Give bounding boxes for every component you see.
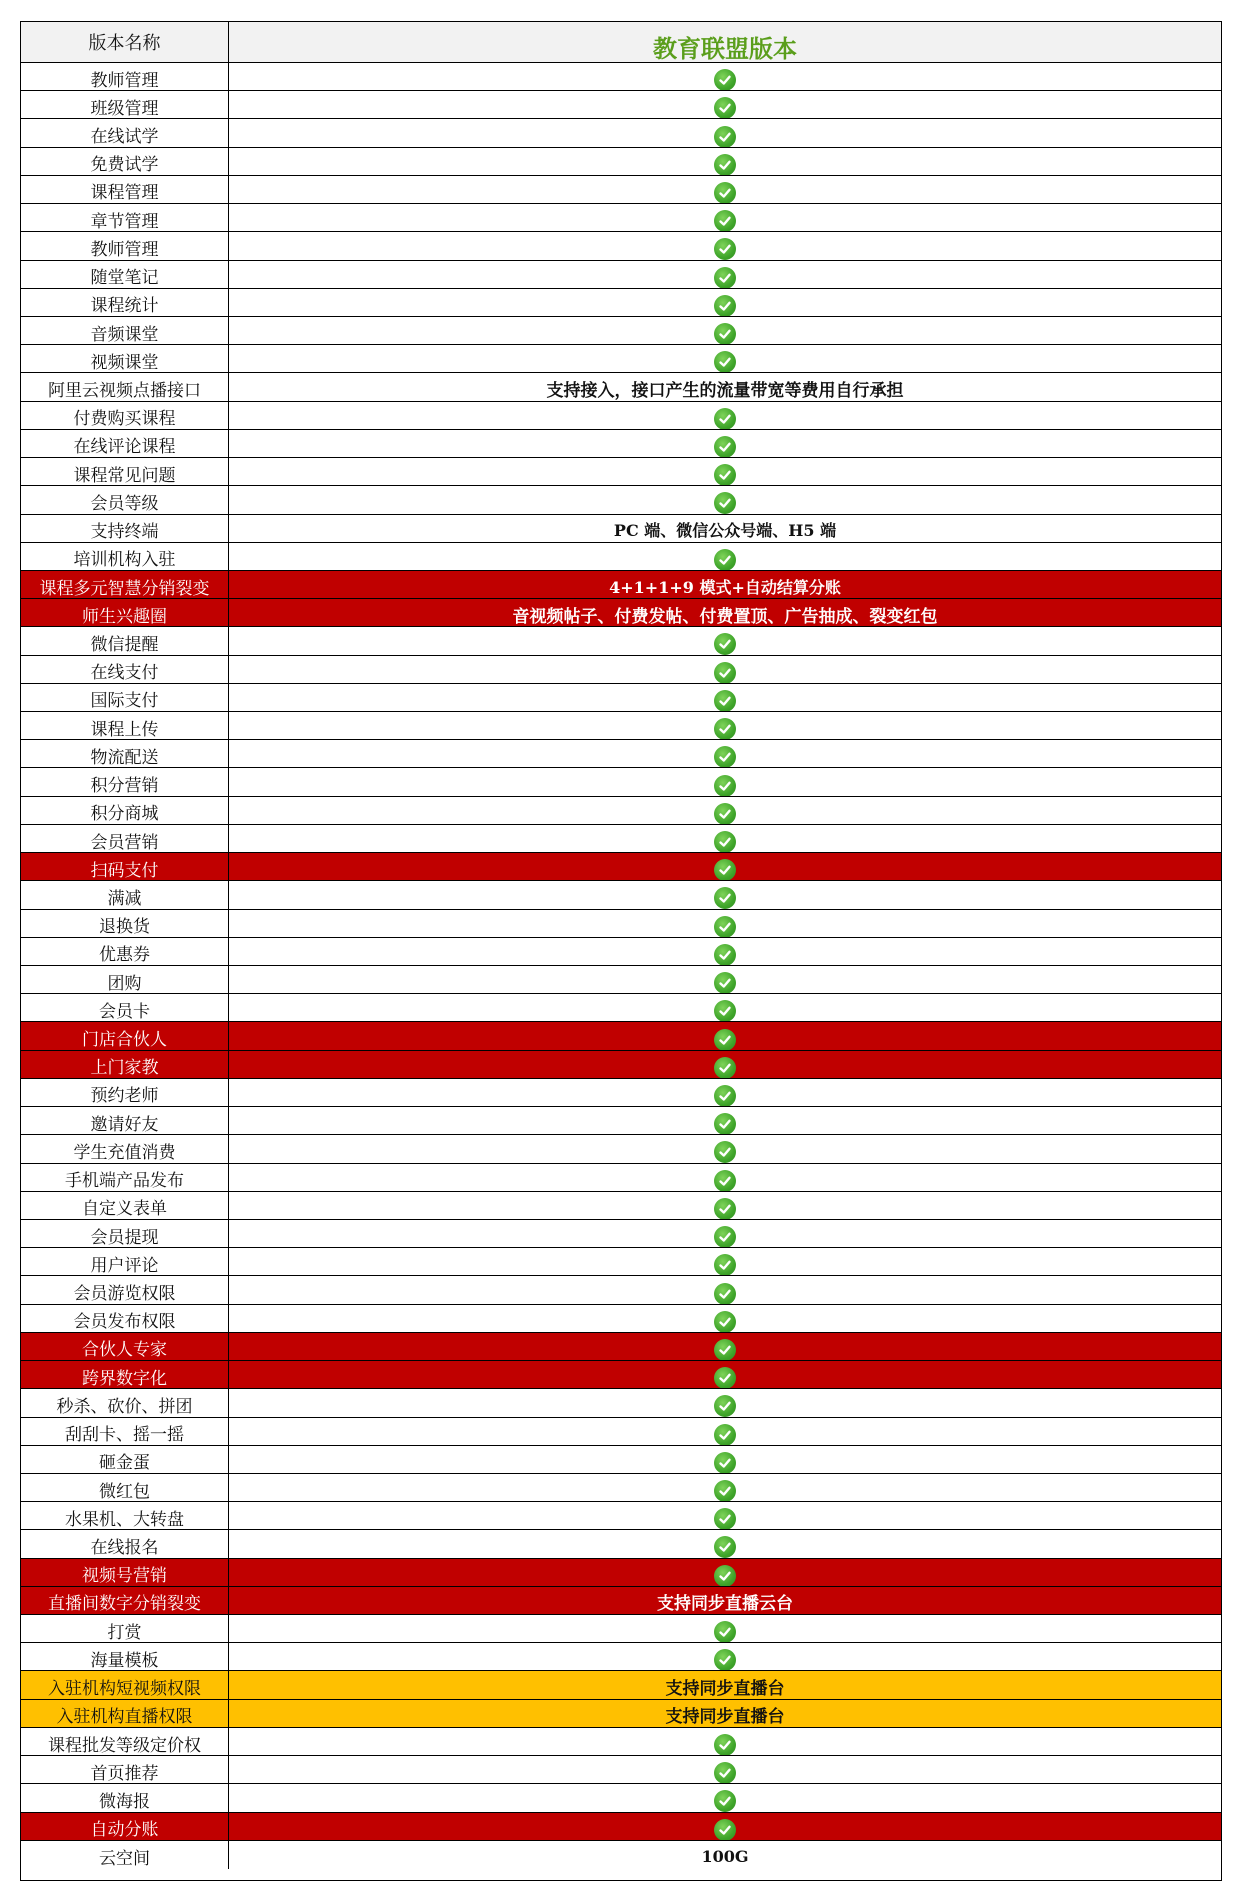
feature-name: 章节管理 (21, 204, 229, 231)
feature-name: 视频号营销 (21, 1559, 229, 1586)
feature-supported (229, 430, 1221, 457)
check-circle-icon (714, 210, 736, 231)
feature-supported (229, 1276, 1221, 1303)
feature-name: 扫码支付 (21, 853, 229, 880)
feature-supported (229, 1502, 1221, 1529)
table-row (21, 261, 1221, 289)
check-circle-icon (714, 464, 736, 485)
check-circle-icon (714, 267, 736, 288)
feature-name: 教师管理 (21, 232, 229, 259)
feature-name: 学生充值消费 (21, 1135, 229, 1162)
feature-name: 课程统计 (21, 289, 229, 316)
table-row (21, 1841, 1221, 1869)
feature-name: 教师管理 (21, 63, 229, 90)
check-circle-icon (714, 295, 736, 316)
check-circle-icon (714, 1762, 736, 1783)
feature-name: 会员卡 (21, 994, 229, 1021)
feature-name: 合伙人专家 (21, 1333, 229, 1360)
feature-name: 直播间数字分销裂变 (21, 1587, 229, 1614)
feature-name: 云空间 (21, 1841, 229, 1869)
check-circle-icon (714, 1367, 736, 1388)
feature-supported (229, 740, 1221, 767)
feature-supported (229, 1022, 1221, 1049)
feature-name: 微海报 (21, 1784, 229, 1811)
check-circle-icon (714, 1536, 736, 1557)
check-circle-icon (714, 690, 736, 711)
table-row (21, 232, 1221, 260)
feature-value: 音视频帖子、付费发帖、付费置顶、广告抽成、裂变红包 (512, 606, 938, 627)
table-row (21, 1079, 1221, 1107)
feature-name: 在线评论课程 (21, 430, 229, 457)
feature-name: 退换货 (21, 910, 229, 937)
check-circle-icon (714, 803, 736, 824)
feature-name: 用户评论 (21, 1248, 229, 1275)
feature-supported (229, 63, 1221, 90)
feature-supported (229, 825, 1221, 852)
feature-name: 阿里云视频点播接口 (21, 373, 229, 400)
feature-supported (229, 402, 1221, 429)
table-row (21, 204, 1221, 232)
feature-name: 入驻机构短视频权限 (21, 1671, 229, 1698)
feature-name: 在线支付 (21, 656, 229, 683)
feature-supported (229, 317, 1221, 344)
table-row (21, 571, 1221, 599)
table-row (21, 373, 1221, 401)
feature-name: 海量模板 (21, 1643, 229, 1670)
feature-supported (229, 1756, 1221, 1783)
table-row (21, 1671, 1221, 1699)
feature-name: 微红包 (21, 1474, 229, 1501)
check-circle-icon (714, 633, 736, 654)
check-circle-icon (714, 408, 736, 429)
feature-supported (229, 966, 1221, 993)
feature-supported (229, 797, 1221, 824)
feature-name: 会员游览权限 (21, 1276, 229, 1303)
feature-name: 会员等级 (21, 486, 229, 513)
check-circle-icon (714, 323, 736, 344)
feature-value: 支持同步直播台 (665, 1707, 785, 1727)
table-row (21, 289, 1221, 317)
feature-supported (229, 712, 1221, 739)
feature-name: 水果机、大转盘 (21, 1502, 229, 1529)
feature-supported (229, 1305, 1221, 1332)
check-circle-icon (714, 1057, 736, 1078)
feature-supported (229, 1446, 1221, 1473)
feature-supported (229, 994, 1221, 1021)
feature-name: 课程常见问题 (21, 458, 229, 485)
feature-name: 打赏 (21, 1615, 229, 1642)
feature-supported (229, 1474, 1221, 1501)
feature-name: 刮刮卡、摇一摇 (21, 1418, 229, 1445)
feature-supported (229, 148, 1221, 175)
feature-name: 自定义表单 (21, 1192, 229, 1219)
feature-name: 培训机构入驻 (21, 543, 229, 570)
feature-name: 自动分账 (21, 1813, 229, 1840)
feature-name: 免费试学 (21, 148, 229, 175)
feature-supported (229, 1248, 1221, 1275)
check-circle-icon (714, 1424, 736, 1445)
table-row (21, 176, 1221, 204)
feature-name: 课程批发等级定价权 (21, 1728, 229, 1755)
feature-supported (229, 656, 1221, 683)
table-row (21, 91, 1221, 119)
table-row (21, 853, 1221, 881)
table-row (21, 1418, 1221, 1446)
feature-name: 秒杀、砍价、拼团 (21, 1389, 229, 1416)
feature-name: 微信提醒 (21, 627, 229, 654)
table-row (21, 1276, 1221, 1304)
table-row (21, 1615, 1221, 1643)
feature-name: 会员提现 (21, 1220, 229, 1247)
feature-name: 满减 (21, 881, 229, 908)
check-circle-icon (714, 238, 736, 259)
table-row (21, 317, 1221, 345)
table-header (21, 22, 1221, 63)
check-circle-icon (714, 1283, 736, 1304)
check-circle-icon (714, 1198, 736, 1219)
feature-supported (229, 91, 1221, 118)
feature-supported (229, 1615, 1221, 1642)
table-row (21, 543, 1221, 571)
feature-name: 优惠券 (21, 938, 229, 965)
feature-supported (229, 684, 1221, 711)
feature-name: 课程多元智慧分销裂变 (21, 571, 229, 598)
table-row (21, 1643, 1221, 1671)
header-label: 版本名称 (21, 22, 229, 62)
check-circle-icon (714, 831, 736, 852)
feature-supported (229, 768, 1221, 795)
check-circle-icon (714, 182, 736, 203)
check-circle-icon (714, 944, 736, 965)
feature-supported (229, 853, 1221, 880)
table-row (21, 1728, 1221, 1756)
feature-supported (229, 486, 1221, 513)
table-row (21, 1813, 1221, 1841)
feature-name: 会员营销 (21, 825, 229, 852)
table-row (21, 768, 1221, 796)
feature-name: 会员发布权限 (21, 1305, 229, 1332)
feature-name: 支持终端 (21, 515, 229, 542)
table-row (21, 1051, 1221, 1079)
table-row (21, 910, 1221, 938)
table-row (21, 486, 1221, 514)
feature-supported (229, 1192, 1221, 1219)
table-row (21, 1022, 1221, 1050)
check-circle-icon (714, 662, 736, 683)
feature-name: 音频课堂 (21, 317, 229, 344)
table-row (21, 684, 1221, 712)
table-row (21, 458, 1221, 486)
table-row (21, 1135, 1221, 1163)
feature-supported (229, 1361, 1221, 1388)
table-row (21, 656, 1221, 684)
check-circle-icon (714, 1508, 736, 1529)
check-circle-icon (714, 1649, 736, 1670)
feature-value: 4+1+1+9 模式+自动结算分账 (609, 577, 841, 597)
check-circle-icon (714, 718, 736, 739)
feature-name: 手机端产品发布 (21, 1164, 229, 1191)
check-circle-icon (714, 1339, 736, 1360)
check-circle-icon (714, 746, 736, 767)
feature-supported (229, 1107, 1221, 1134)
feature-name: 首页推荐 (21, 1756, 229, 1783)
table-row (21, 1192, 1221, 1220)
check-circle-icon (714, 1311, 736, 1332)
table-row (21, 1446, 1221, 1474)
table-row (21, 627, 1221, 655)
feature-value: 支持同步直播台 (665, 1679, 785, 1699)
feature-supported (229, 1418, 1221, 1445)
feature-name: 跨界数字化 (21, 1361, 229, 1388)
feature-supported (229, 1220, 1221, 1247)
feature-name: 课程管理 (21, 176, 229, 203)
table-row (21, 1107, 1221, 1135)
feature-value: 100G (701, 1846, 749, 1866)
feature-name: 积分营销 (21, 768, 229, 795)
feature-supported (229, 261, 1221, 288)
feature-supported (229, 881, 1221, 908)
table-row (21, 966, 1221, 994)
table-row (21, 599, 1221, 627)
table-row (21, 881, 1221, 909)
check-circle-icon (714, 1029, 736, 1050)
feature-name: 随堂笔记 (21, 261, 229, 288)
check-circle-icon (714, 1819, 736, 1840)
check-circle-icon (714, 1565, 736, 1586)
table-row (21, 994, 1221, 1022)
feature-supported (229, 1784, 1221, 1811)
check-circle-icon (714, 97, 736, 118)
feature-supported (229, 1728, 1221, 1755)
table-row (21, 63, 1221, 91)
table-row (21, 1784, 1221, 1812)
table-row (21, 740, 1221, 768)
feature-supported (229, 176, 1221, 203)
check-circle-icon (714, 436, 736, 457)
feature-name: 积分商城 (21, 797, 229, 824)
table-row (21, 1474, 1221, 1502)
check-circle-icon (714, 1254, 736, 1275)
feature-name: 邀请好友 (21, 1107, 229, 1134)
table-row (21, 1333, 1221, 1361)
feature-supported (229, 1389, 1221, 1416)
feature-supported (229, 1643, 1221, 1670)
table-row (21, 345, 1221, 373)
check-circle-icon (714, 1113, 736, 1134)
table-row (21, 938, 1221, 966)
feature-name: 在线报名 (21, 1530, 229, 1557)
feature-supported (229, 1559, 1221, 1586)
feature-supported (229, 1530, 1221, 1557)
table-row (21, 1164, 1221, 1192)
table-row (21, 148, 1221, 176)
feature-name: 在线试学 (21, 119, 229, 146)
feature-name: 预约老师 (21, 1079, 229, 1106)
table-row (21, 515, 1221, 543)
check-circle-icon (714, 492, 736, 513)
feature-name: 视频课堂 (21, 345, 229, 372)
check-circle-icon (714, 154, 736, 175)
check-circle-icon (714, 1226, 736, 1247)
check-circle-icon (714, 1480, 736, 1501)
feature-supported (229, 204, 1221, 231)
table-row (21, 1389, 1221, 1417)
table-row (21, 712, 1221, 740)
table-row (21, 402, 1221, 430)
feature-name: 门店合伙人 (21, 1022, 229, 1049)
feature-supported (229, 910, 1221, 937)
check-circle-icon (714, 859, 736, 880)
feature-supported (229, 543, 1221, 570)
table-row (21, 1305, 1221, 1333)
table-row (21, 1756, 1221, 1784)
feature-supported (229, 1813, 1221, 1840)
feature-supported (229, 458, 1221, 485)
check-circle-icon (714, 916, 736, 937)
table-row (21, 430, 1221, 458)
check-circle-icon (714, 972, 736, 993)
feature-name: 班级管理 (21, 91, 229, 118)
feature-name: 物流配送 (21, 740, 229, 767)
check-circle-icon (714, 1790, 736, 1811)
check-circle-icon (714, 1621, 736, 1642)
feature-supported (229, 345, 1221, 372)
check-circle-icon (714, 1000, 736, 1021)
feature-supported (229, 1333, 1221, 1360)
table-row (21, 1530, 1221, 1558)
table-row (21, 1559, 1221, 1587)
table-row (21, 797, 1221, 825)
table-row (21, 1220, 1221, 1248)
check-circle-icon (714, 1395, 736, 1416)
feature-supported (229, 232, 1221, 259)
check-circle-icon (714, 69, 736, 90)
check-circle-icon (714, 775, 736, 796)
table-row (21, 119, 1221, 147)
table-row (21, 1700, 1221, 1728)
feature-supported (229, 1079, 1221, 1106)
table-row (21, 825, 1221, 853)
check-circle-icon (714, 549, 736, 570)
feature-name: 团购 (21, 966, 229, 993)
table-row (21, 1502, 1221, 1530)
feature-supported (229, 1164, 1221, 1191)
feature-name: 国际支付 (21, 684, 229, 711)
feature-supported (229, 1135, 1221, 1162)
feature-name: 砸金蛋 (21, 1446, 229, 1473)
check-circle-icon (714, 126, 736, 147)
feature-supported (229, 938, 1221, 965)
check-circle-icon (714, 1452, 736, 1473)
check-circle-icon (714, 1734, 736, 1755)
check-circle-icon (714, 351, 736, 372)
feature-name: 师生兴趣圈 (21, 599, 229, 626)
feature-name: 付费购买课程 (21, 402, 229, 429)
feature-supported (229, 627, 1221, 654)
check-circle-icon (714, 1085, 736, 1106)
check-circle-icon (714, 1170, 736, 1191)
feature-value: 支持同步直播云台 (657, 1594, 793, 1615)
feature-supported (229, 1051, 1221, 1078)
table-row (21, 1361, 1221, 1389)
feature-name: 入驻机构直播权限 (21, 1700, 229, 1727)
feature-name: 上门家教 (21, 1051, 229, 1078)
table-row (21, 1587, 1221, 1615)
feature-value: 支持接入，接口产生的流量带宽等费用自行承担 (546, 381, 904, 401)
check-circle-icon (714, 1141, 736, 1162)
feature-value: PC 端、微信公众号端、H5 端 (613, 521, 837, 541)
header-version: 教育联盟版本 (653, 34, 797, 62)
feature-supported (229, 119, 1221, 146)
feature-name: 课程上传 (21, 712, 229, 739)
check-circle-icon (714, 887, 736, 908)
feature-supported (229, 289, 1221, 316)
comparison-table (20, 21, 1222, 1881)
table-row (21, 1248, 1221, 1276)
